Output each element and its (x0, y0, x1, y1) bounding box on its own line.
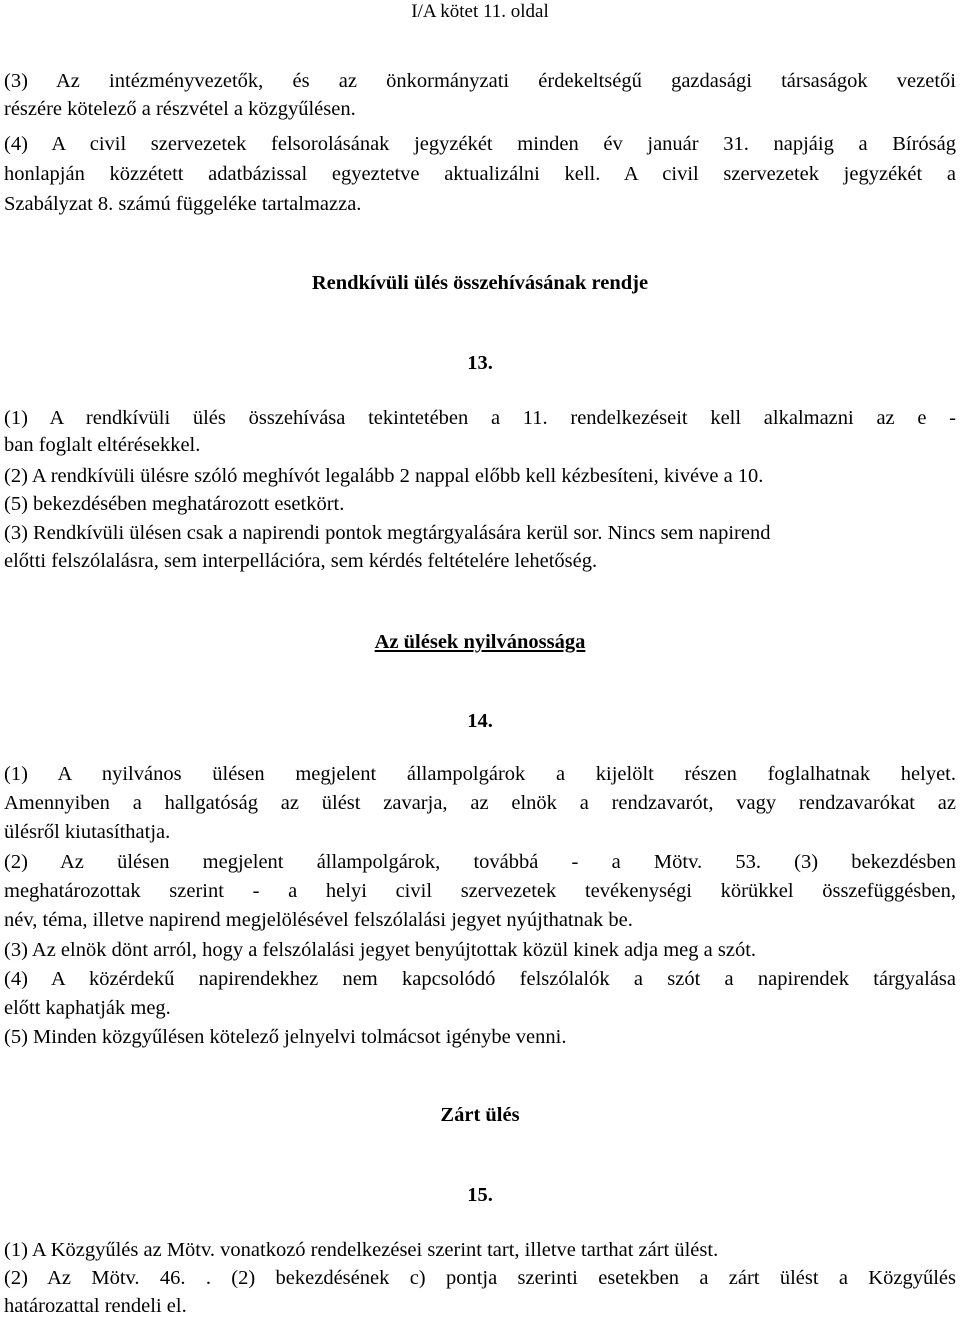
page-header: I/A kötet 11. oldal (411, 1, 549, 22)
text-line: (5) bekezdésében meghatározott esetkört. (4, 493, 345, 515)
text-line: előtti felszólalásra, sem interpellációra, sem kérdés feltételére lehetőség. (4, 550, 598, 572)
text-line: Amennyiben a hallgatóság az ülést zavarja, az elnök a rendzavarót, vagy rendzavarókat az (4, 792, 956, 814)
text-line: (5) Minden közgyűlésen kötelező jelnyelvi tolmácsot igénybe venni. (4, 1026, 567, 1048)
text-line: részére kötelező a részvétel a közgyűlésen. (4, 98, 356, 120)
text-line: (3) Az elnök dönt arról, hogy a felszólalási jegyet benyújtottak közül kinek adja meg a szót. (4, 939, 757, 961)
text-line: (1) A nyilvános ülésen megjelent állampolgárok a kijelölt részen foglalhatnak helyet. (4, 763, 956, 785)
section-heading: Rendkívüli ülés összehívásának rendje (311, 272, 649, 294)
text-line: ban foglalt eltérésekkel. (4, 434, 201, 456)
text-line: (2) Az ülésen megjelent állampolgárok, továbbá - a Mötv. 53. (3) bekezdésben (4, 851, 956, 873)
text-line: Szabályzat 8. számú függeléke tartalmazza. (4, 193, 362, 215)
text-line: határozattal rendeli el. (4, 1295, 187, 1317)
section-heading: Zárt ülés (440, 1104, 520, 1126)
paragraph-number: 15. (467, 1184, 493, 1206)
text-line: (1) A rendkívüli ülés összehívása tekintetében a 11. rendelkezéseit kell alkalmazni az e - (4, 407, 956, 429)
text-line: (3) Az intézményvezetők, és az önkormányzati érdekeltségű gazdasági társaságok vezetői (4, 70, 956, 92)
text-line: (2) Az Mötv. 46. . (2) bekezdésének c) pontja szerinti esetekben a zárt ülést a Közgyűlés (4, 1267, 956, 1289)
section-heading: Az ülések nyilvánossága (374, 631, 586, 653)
text-line: (1) A Közgyűlés az Mötv. vonatkozó rendelkezései szerint tart, illetve tarthat zárt ülést. (4, 1239, 719, 1261)
paragraph-number: 14. (467, 710, 493, 732)
text-line: név, téma, illetve napirend megjelölésével felszólalási jegyet nyújthatnak be. (4, 909, 633, 931)
text-line: ülésről kiutasíthatja. (4, 821, 171, 843)
text-line: honlapján közzétett adatbázissal egyeztetve aktualizálni kell. A civil szervezetek jegyzékét a (4, 163, 956, 185)
text-line: (2) A rendkívüli ülésre szóló meghívót legalább 2 nappal előbb kell kézbesíteni, kivéve a 10. (4, 465, 764, 487)
text-line: előtt kaphatják meg. (4, 997, 171, 1019)
text-line: meghatározottak szerint - a helyi civil szervezetek tevékenységi körükkel összefüggésben, (4, 880, 956, 902)
text-line: (4) A civil szervezetek felsorolásának jegyzékét minden év január 31. napjáig a Bíróság (4, 133, 956, 155)
paragraph-number: 13. (467, 352, 493, 374)
text-line: (4) A közérdekű napirendekhez nem kapcsolódó felszólalók a szót a napirendek tárgyalása (4, 968, 956, 990)
text-line: (3) Rendkívüli ülésen csak a napirendi pontok megtárgyalására kerül sor. Nincs sem napirend (4, 522, 771, 544)
